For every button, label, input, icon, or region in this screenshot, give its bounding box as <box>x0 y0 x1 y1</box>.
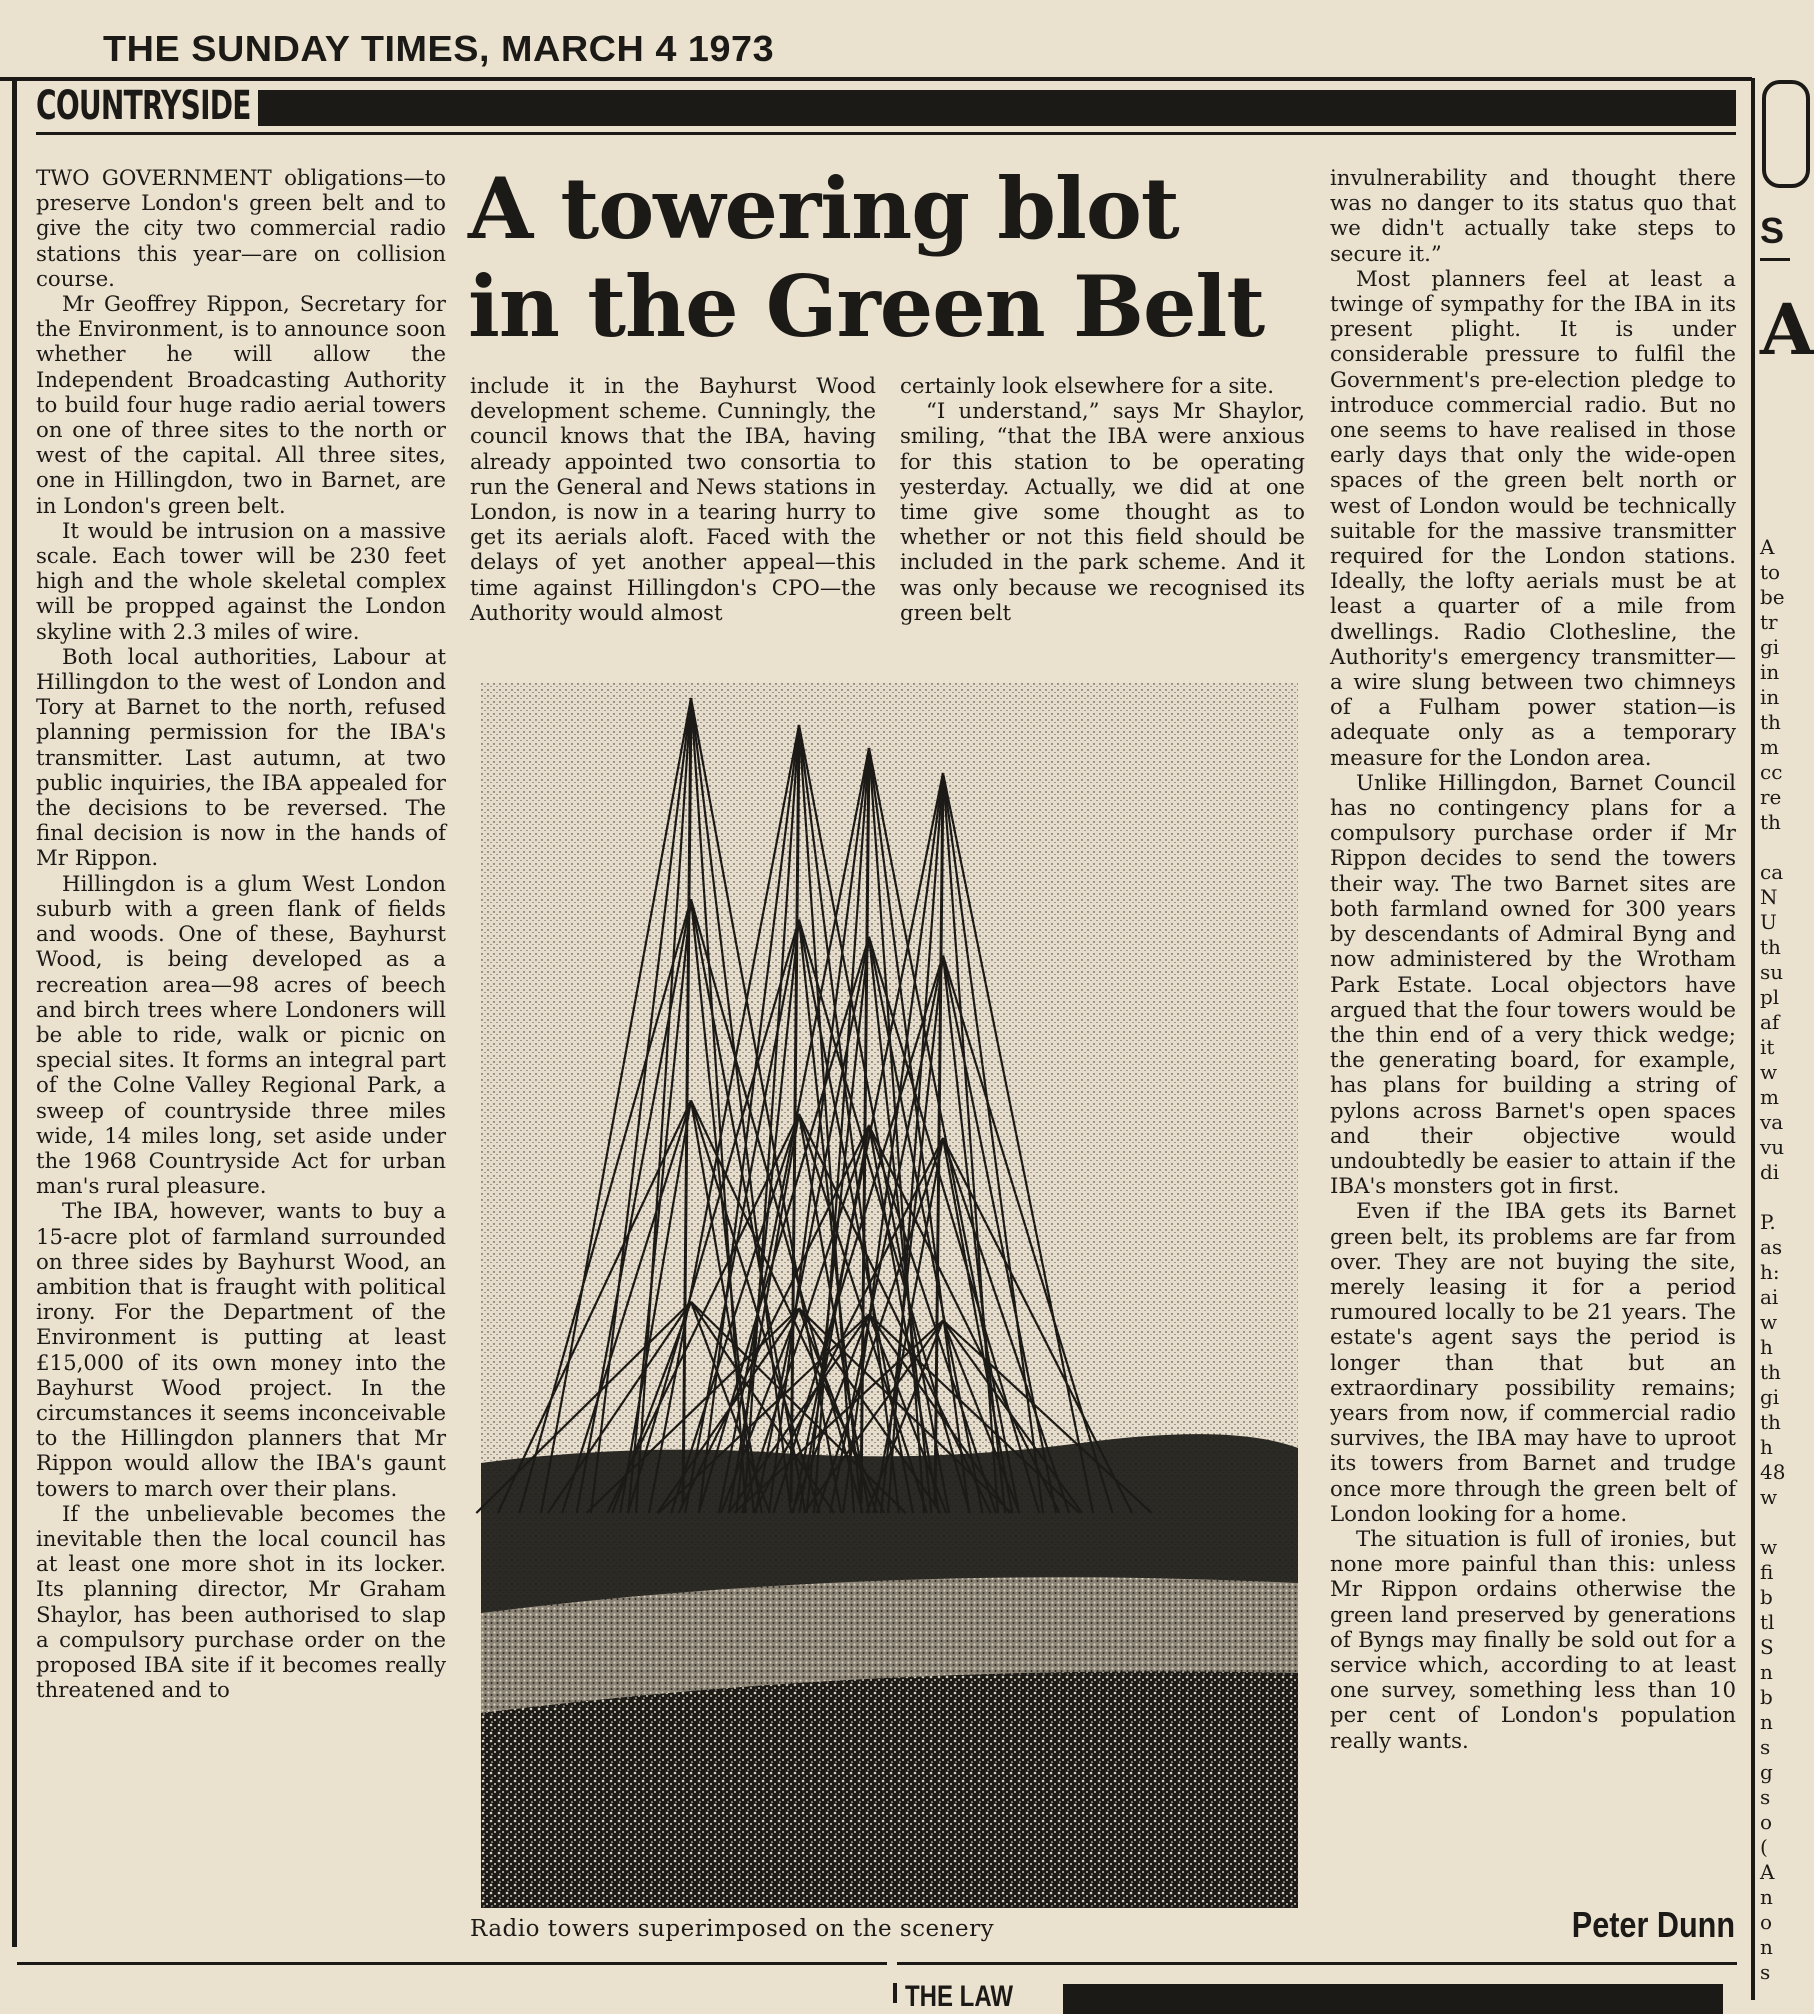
article-column-mid-2 <box>900 374 1305 626</box>
article-paragraph: Mr Geoffrey Rippon, Secretary for the Environment, is to announce soon whether he will allow the Independent Broadcasting Authority to build four huge radio aerial towers on one of three sites to the north or west of the capital. All three sites, one in Hillingdon, two in Barnet, are in London's green belt. <box>36 292 446 519</box>
article-paragraph: The IBA, however, wants to buy a 15-acre plot of farmland surrounded on three sides by Bayhurst Wood, an ambition that is fraught with political irony. For the Department of the Environment is putting at least £15,000 of its own money into the Bayhurst Wood project. In the circumstances it seems inconceivable to the Hillingdon planners that Mr Rippon would allow the IBA's gaunt towers to march over their plans. <box>36 1199 446 1502</box>
top-rule <box>17 77 1752 81</box>
article-paragraph: Both local authorities, Labour at Hillingdon to the west of London and Tory at Barnet to the north, refused planning permission for the IBA's transmitter. Last autumn, at two public inquiries, the IBA appealed for the decisions to be reversed. The final decision is now in the hands of Mr Rippon. <box>36 644 446 872</box>
adjacent-article-heading: S <box>1760 210 1785 251</box>
article-paragraph: Unlike Hillingdon, Barnet Council has no contingency plans for a compulsory purchase order if Mr Rippon decides to send the towers their way. The two Barnet sites are both farmland owned for 300 years by descendants of Admiral Byng and now administered by the Wrotham Park Estate. Local objectors have argued that the four towers would be the thin end of a very thick wedge; the generating board, for example, has plans for building a string of pylons across Barnet's open spaces and their objective would undoubtedly be easier to attain if the IBA's monsters got in first. <box>1330 770 1736 1200</box>
next-section-label: THE LAW <box>905 1980 1013 2013</box>
adjacent-article-text: A to be tr gi in in th m cc re th ca N U th su pl af it w m va vu di P. as h: ai w h th gi th h 48 w w fi b tl S n b n s g s o ( A n o n s <box>1760 535 1786 1984</box>
newspaper-masthead: THE SUNDAY TIMES, MARCH 4 1973 <box>103 28 775 69</box>
next-section-divider <box>893 1983 897 2003</box>
section-label: COUNTRYSIDE <box>36 83 251 129</box>
photo-foreground <box>481 1671 1298 1908</box>
adjacent-article-rule <box>1760 258 1790 261</box>
article-paragraph: It would be intrusion on a massive scale. Each tower will be 230 feet high and the whole skeletal complex will be propped against the London skyline with 2.3 miles of wire. <box>36 518 446 645</box>
radio-towers-photo <box>481 683 1298 1908</box>
article-paragraph: “I understand,” says Mr Shaylor, smiling, “that the IBA were anxious for this station to be operating yesterday. Actually, we did at one time give some thought as to whether or not this field should be included in the park scheme. And it was only because we recognised its green belt <box>900 399 1305 626</box>
adjacent-article-box <box>1762 80 1810 188</box>
article-paragraph: certainly look elsewhere for a site. <box>900 374 1275 399</box>
next-section-bar <box>1063 1984 1723 2014</box>
column-divider-rule <box>1751 78 1755 2000</box>
article-paragraph: TWO GOVERNMENT obligations—to preserve London's green belt and to give the city two commercial radio stations this year—are on collision course. <box>36 166 446 292</box>
headline <box>468 160 1308 356</box>
article-paragraph: Even if the IBA gets its Barnet green belt, its problems are far from over. They are not buying the site, merely leasing it for a period rumoured locally to be 21 years. The estate's agent says the period is longer than that but an extraordinary possibility remains; years from now, if commercial radio survives, the IBA may have to uproot its towers from Barnet and trudge once more through the green belt of London looking for a home. <box>1330 1199 1736 1527</box>
headline-line-1: A towering blot <box>468 159 1179 258</box>
adjacent-article-strip <box>1760 80 1814 2000</box>
article-paragraph: Hillingdon is a glum West London suburb with a green flank of fields and woods. One of these, Bayhurst Wood, is being developed as a recreation area—98 acres of beech and birch trees where Londoners will be able to ride, walk or picnic on special sites. It forms an integral part of the Colne Valley Regional Park, a sweep of countryside three miles wide, 14 miles long, set aside under the 1968 Countryside Act for urban man's rural pleasure. <box>36 871 446 1200</box>
article-paragraph: Most planners feel at least a twinge of sympathy for the IBA in its present plight. It is under considerable pressure to fulfil the Government's pre-election pledge to introduce commercial radio. But no one seems to have realised in those early days that only the wide-open spaces of the green belt north or west of London would be technically suitable for the massive transmitter required for the London stations. Ideally, the lofty aerials must be at least a quarter of a mile from dwellings. Radio Clothesline, the Authority's emergency transmitter—a wire slung between two chimneys of a Fulham power station—is adequate only as a temporary measure for the London area. <box>1330 266 1736 771</box>
article-paragraph: The situation is full of ironies, but none more painful than this: unless Mr Rippon ordains otherwise the green land preserved by generations of Byngs may finally be sold out for a service which, according to at least one survey, something less than 10 per cent of London's population really wants. <box>1330 1526 1736 1754</box>
section-bar <box>258 90 1736 126</box>
article-paragraph: include it in the Bayhurst Wood development scheme. Cunningly, the council knows that the IBA, having already appointed two consortia to run the General and News stations in London, is now in a tearing hurry to get its aerials aloft. Faced with the delays of yet another appeal—this time against Hillingdon's CPO—the Authority would almost <box>470 374 876 626</box>
section-underline <box>36 132 1736 135</box>
article-column-right <box>1330 166 1736 1754</box>
left-frame-rule <box>12 77 17 1947</box>
headline-line-2: in the Green Belt <box>468 257 1265 356</box>
article-column-mid-1 <box>470 374 876 626</box>
article-paragraph: If the unbelievable becomes the inevitable then the local council has at least one more shot in its locker. Its planning director, Mr Graham Shaylor, has been authorised to slap a compulsory purchase order on the proposed IBA site if it becomes really threatened and to <box>36 1501 446 1704</box>
bottom-rule-left <box>17 1962 887 1965</box>
byline: Peter Dunn <box>1571 1904 1735 1945</box>
article-paragraph: invulnerability and thought there was no danger to its status quo that we didn't actually take steps to secure it.” <box>1330 166 1736 267</box>
article-column-left <box>36 166 446 1703</box>
photo-caption: Radio towers superimposed on the scenery <box>470 1916 995 1942</box>
adjacent-article-headline: A <box>1760 288 1814 371</box>
bottom-rule-right <box>897 1962 1737 1965</box>
